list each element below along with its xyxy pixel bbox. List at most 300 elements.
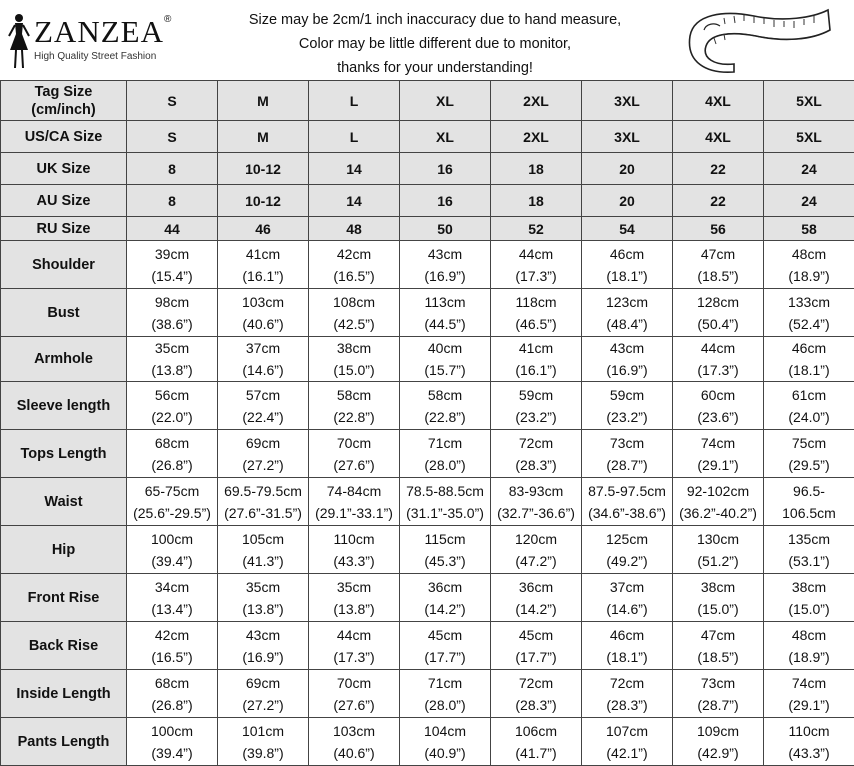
row-label: US/CA Size	[1, 121, 127, 153]
cm-value: 115cm	[400, 528, 490, 550]
size-cell: 20	[582, 185, 673, 217]
inch-value: (14.2”)	[400, 598, 490, 620]
cm-value: 42cm	[309, 243, 399, 265]
size-cell: 18	[491, 153, 582, 185]
measurement-cell	[673, 430, 764, 478]
measurement-cell	[491, 382, 582, 430]
cm-value: 39cm	[127, 243, 217, 265]
measurement-cell	[218, 622, 309, 670]
size-cell: 22	[673, 185, 764, 217]
measurement-cell	[309, 622, 400, 670]
cm-value: 74cm	[764, 672, 854, 694]
measurement-row	[1, 478, 854, 526]
cm-value: 108cm	[309, 291, 399, 313]
inch-value: (15.4”)	[127, 265, 217, 287]
inch-value: (26.8”)	[127, 694, 217, 716]
cm-value: 125cm	[582, 528, 672, 550]
cm-value: 74-84cm	[309, 480, 399, 502]
measurement-cell	[673, 574, 764, 622]
inch-value: (16.5”)	[309, 265, 399, 287]
size-cell: 4XL	[673, 81, 764, 121]
cm-value: 128cm	[673, 291, 763, 313]
measurement-cell	[218, 574, 309, 622]
measurement-cell	[673, 382, 764, 430]
inch-value: (22.4”)	[218, 406, 308, 428]
measurement-cell	[309, 718, 400, 766]
measurement-cell	[673, 337, 764, 382]
size-cell: 14	[309, 153, 400, 185]
inch-value: (13.8”)	[218, 598, 308, 620]
cm-value: 110cm	[764, 720, 854, 742]
measurement-cell	[491, 622, 582, 670]
cm-value: 71cm	[400, 672, 490, 694]
measurement-row	[1, 289, 854, 337]
brand-tagline: High Quality Street Fashion	[34, 51, 156, 62]
inch-value: (42.1”)	[582, 742, 672, 764]
measurement-cell	[491, 241, 582, 289]
size-cell: 24	[764, 185, 854, 217]
inch-value: (34.6”-38.6”)	[582, 502, 672, 524]
cm-value: 69.5-79.5cm	[218, 480, 308, 502]
measurement-cell	[218, 337, 309, 382]
cm-value: 34cm	[127, 576, 217, 598]
inch-value: (36.2”-40.2”)	[673, 502, 763, 524]
measurement-cell	[764, 526, 854, 574]
cm-value: 68cm	[127, 672, 217, 694]
cm-value: 100cm	[127, 720, 217, 742]
measurement-cell	[127, 718, 218, 766]
measurement-cell	[764, 670, 854, 718]
size-cell: XL	[400, 121, 491, 153]
measurement-cell	[309, 430, 400, 478]
inch-value: (29.5”)	[764, 454, 854, 476]
measurement-cell	[764, 718, 854, 766]
measurement-cell	[218, 430, 309, 478]
size-cell: 18	[491, 185, 582, 217]
size-cell: 2XL	[491, 81, 582, 121]
inch-value: (22.0”)	[127, 406, 217, 428]
row-label: Bust	[1, 289, 127, 337]
size-cell: M	[218, 121, 309, 153]
inch-value: (41.7”)	[491, 742, 581, 764]
cm-value: 123cm	[582, 291, 672, 313]
measurement-cell	[491, 526, 582, 574]
cm-value: 38cm	[764, 576, 854, 598]
size-cell: 4XL	[673, 121, 764, 153]
registered-mark: ®	[164, 14, 171, 25]
cm-value: 46cm	[582, 624, 672, 646]
inch-value: (16.1”)	[218, 265, 308, 287]
measurement-cell	[764, 430, 854, 478]
cm-value: 83-93cm	[491, 480, 581, 502]
inch-value: (13.8”)	[127, 359, 217, 381]
cm-value: 47cm	[673, 624, 763, 646]
inch-value: (50.4”)	[673, 313, 763, 335]
cm-value: 113cm	[400, 291, 490, 313]
inch-value: (47.2”)	[491, 550, 581, 572]
size-cell: 16	[400, 185, 491, 217]
measurement-row	[1, 574, 854, 622]
cm-value: 72cm	[582, 672, 672, 694]
inch-value: (13.8”)	[309, 598, 399, 620]
measurement-row	[1, 430, 854, 478]
inch-value: (48.4”)	[582, 313, 672, 335]
row-label: Tag Size (cm/inch)	[1, 81, 127, 121]
cm-value: 43cm	[582, 337, 672, 359]
cm-value: 96.5-	[764, 480, 854, 502]
inch-value: (23.2”)	[582, 406, 672, 428]
measurement-cell	[491, 718, 582, 766]
cm-value: 103cm	[218, 291, 308, 313]
inch-value: (18.1”)	[582, 646, 672, 668]
inch-value: (17.7”)	[400, 646, 490, 668]
size-row	[1, 153, 854, 185]
measurement-cell	[673, 526, 764, 574]
row-label: Hip	[1, 526, 127, 574]
measurement-cell	[400, 289, 491, 337]
measurement-cell	[127, 478, 218, 526]
inch-value: (26.8”)	[127, 454, 217, 476]
measurement-cell	[582, 430, 673, 478]
measurement-cell	[400, 337, 491, 382]
inch-value: (42.5”)	[309, 313, 399, 335]
inch-value: (18.9”)	[764, 265, 854, 287]
inch-value: (46.5”)	[491, 313, 581, 335]
measurement-cell	[400, 382, 491, 430]
cm-value: 42cm	[127, 624, 217, 646]
measurement-cell	[764, 478, 854, 526]
cm-value: 57cm	[218, 384, 308, 406]
measurement-cell	[582, 289, 673, 337]
cm-value: 35cm	[127, 337, 217, 359]
row-label: Tops Length	[1, 430, 127, 478]
inch-value: (28.0”)	[400, 694, 490, 716]
notice-line: thanks for your understanding!	[200, 56, 670, 80]
measurement-cell	[673, 718, 764, 766]
inch-value: (41.3”)	[218, 550, 308, 572]
measurement-cell	[491, 574, 582, 622]
measurement-cell	[218, 289, 309, 337]
size-cell: 10-12	[218, 185, 309, 217]
measurement-cell	[218, 670, 309, 718]
measurement-notice	[200, 8, 670, 80]
inch-value: (16.1”)	[491, 359, 581, 381]
inch-value: (45.3”)	[400, 550, 490, 572]
size-cell: S	[127, 81, 218, 121]
size-cell: XL	[400, 81, 491, 121]
size-cell: 46	[218, 217, 309, 241]
size-cell: 24	[764, 153, 854, 185]
row-label: UK Size	[1, 153, 127, 185]
inch-value: (49.2”)	[582, 550, 672, 572]
measurement-cell	[764, 382, 854, 430]
measurement-cell	[582, 670, 673, 718]
cm-value: 110cm	[309, 528, 399, 550]
measurement-cell	[491, 478, 582, 526]
measurement-cell	[582, 337, 673, 382]
inch-value: (32.7”-36.6”)	[491, 502, 581, 524]
inch-value: (28.3”)	[491, 694, 581, 716]
measurement-row	[1, 337, 854, 382]
measurement-row	[1, 526, 854, 574]
row-label: Shoulder	[1, 241, 127, 289]
inch-value: (18.9”)	[764, 646, 854, 668]
measurement-cell	[309, 337, 400, 382]
row-label: Sleeve length	[1, 382, 127, 430]
size-cell: 48	[309, 217, 400, 241]
measurement-cell	[218, 526, 309, 574]
cm-value: 48cm	[764, 243, 854, 265]
notice-line: Size may be 2cm/1 inch inaccuracy due to hand measure,	[200, 8, 670, 32]
size-cell: 52	[491, 217, 582, 241]
measurement-cell	[673, 670, 764, 718]
cm-value: 69cm	[218, 432, 308, 454]
measurement-cell	[127, 289, 218, 337]
cm-value: 43cm	[218, 624, 308, 646]
inch-value: (42.9”)	[673, 742, 763, 764]
measurement-cell	[400, 670, 491, 718]
cm-value: 35cm	[218, 576, 308, 598]
cm-value: 104cm	[400, 720, 490, 742]
cm-value: 118cm	[491, 291, 581, 313]
measurement-cell	[673, 289, 764, 337]
notice-line: Color may be little different due to monitor,	[200, 32, 670, 56]
cm-value: 60cm	[673, 384, 763, 406]
inch-value: (17.3”)	[309, 646, 399, 668]
cm-value: 103cm	[309, 720, 399, 742]
cm-value: 36cm	[400, 576, 490, 598]
cm-value: 92-102cm	[673, 480, 763, 502]
size-cell: 22	[673, 153, 764, 185]
measurement-cell	[218, 382, 309, 430]
inch-value: (23.2”)	[491, 406, 581, 428]
inch-value: (27.2”)	[218, 454, 308, 476]
inch-value: (44.5”)	[400, 313, 490, 335]
inch-value: (40.9”)	[400, 742, 490, 764]
inch-value: (14.2”)	[491, 598, 581, 620]
cm-value: 107cm	[582, 720, 672, 742]
row-label: Front Rise	[1, 574, 127, 622]
measurement-cell	[218, 241, 309, 289]
cm-value: 45cm	[400, 624, 490, 646]
size-cell: 8	[127, 153, 218, 185]
size-cell: 5XL	[764, 121, 854, 153]
size-chart-table	[0, 80, 854, 766]
inch-value: (23.6”)	[673, 406, 763, 428]
measurement-cell	[309, 241, 400, 289]
measurement-cell	[127, 430, 218, 478]
inch-value: (16.9”)	[582, 359, 672, 381]
cm-value: 58cm	[309, 384, 399, 406]
size-cell: 16	[400, 153, 491, 185]
cm-value: 87.5-97.5cm	[582, 480, 672, 502]
measurement-row	[1, 670, 854, 718]
cm-value: 43cm	[400, 243, 490, 265]
row-label: Armhole	[1, 337, 127, 382]
inch-value: (39.4”)	[127, 742, 217, 764]
inch-value: (29.1”-33.1”)	[309, 502, 399, 524]
cm-value: 69cm	[218, 672, 308, 694]
inch-value: (25.6”-29.5”)	[127, 502, 217, 524]
cm-value: 120cm	[491, 528, 581, 550]
inch-value: (16.9”)	[400, 265, 490, 287]
inch-value: (40.6”)	[309, 742, 399, 764]
inch-value: (40.6”)	[218, 313, 308, 335]
measurement-row	[1, 241, 854, 289]
cm-value: 36cm	[491, 576, 581, 598]
measurement-cell	[400, 718, 491, 766]
measurement-cell	[673, 478, 764, 526]
inch-value: (39.8”)	[218, 742, 308, 764]
inch-value: (27.6”)	[309, 454, 399, 476]
model-silhouette-icon	[6, 12, 32, 70]
inch-value: (15.7”)	[400, 359, 490, 381]
size-cell: M	[218, 81, 309, 121]
inch-value: (38.6”)	[127, 313, 217, 335]
inch-value: (22.8”)	[400, 406, 490, 428]
measurement-cell	[582, 526, 673, 574]
row-label: RU Size	[1, 217, 127, 241]
measurement-cell	[491, 289, 582, 337]
measurement-cell	[218, 718, 309, 766]
inch-value: (17.3”)	[673, 359, 763, 381]
cm-value: 48cm	[764, 624, 854, 646]
cm-value: 58cm	[400, 384, 490, 406]
cm-value: 68cm	[127, 432, 217, 454]
measurement-cell	[309, 478, 400, 526]
cm-value: 75cm	[764, 432, 854, 454]
inch-value: (15.0”)	[309, 359, 399, 381]
cm-value: 41cm	[218, 243, 308, 265]
measurement-row	[1, 622, 854, 670]
size-row	[1, 81, 854, 121]
inch-value: (53.1”)	[764, 550, 854, 572]
measurement-cell	[309, 574, 400, 622]
cm-value: 106cm	[491, 720, 581, 742]
inch-value: (18.1”)	[764, 359, 854, 381]
header	[0, 0, 854, 80]
inch-value: (17.3”)	[491, 265, 581, 287]
size-cell: 14	[309, 185, 400, 217]
inch-value: (14.6”)	[218, 359, 308, 381]
measurement-cell	[400, 526, 491, 574]
cm-value: 73cm	[673, 672, 763, 694]
measurement-cell	[127, 526, 218, 574]
cm-value: 38cm	[673, 576, 763, 598]
cm-value: 98cm	[127, 291, 217, 313]
row-label: Back Rise	[1, 622, 127, 670]
measurement-cell	[764, 337, 854, 382]
measurement-cell	[309, 670, 400, 718]
brand-name: ZANZEA	[34, 14, 164, 50]
cm-value: 72cm	[491, 432, 581, 454]
inch-value: (15.0”)	[673, 598, 763, 620]
measurement-cell	[764, 622, 854, 670]
inch-value: (13.4”)	[127, 598, 217, 620]
row-label: AU Size	[1, 185, 127, 217]
cm-value: 41cm	[491, 337, 581, 359]
cm-value: 109cm	[673, 720, 763, 742]
measuring-tape-icon	[684, 6, 834, 74]
measurement-cell	[400, 430, 491, 478]
measurement-cell	[764, 289, 854, 337]
inch-value: (18.1”)	[582, 265, 672, 287]
size-cell: 56	[673, 217, 764, 241]
cm-value: 44cm	[673, 337, 763, 359]
cm-value: 44cm	[491, 243, 581, 265]
measurement-cell	[309, 526, 400, 574]
cm-value: 100cm	[127, 528, 217, 550]
inch-value: (17.7”)	[491, 646, 581, 668]
measurement-cell	[218, 478, 309, 526]
inch-value: (28.7”)	[582, 454, 672, 476]
measurement-cell	[673, 241, 764, 289]
measurement-cell	[582, 622, 673, 670]
inch-value: (28.3”)	[491, 454, 581, 476]
size-cell: 58	[764, 217, 854, 241]
measurement-cell	[491, 670, 582, 718]
cm-value: 56cm	[127, 384, 217, 406]
size-row	[1, 185, 854, 217]
cm-value: 65-75cm	[127, 480, 217, 502]
measurement-cell	[309, 289, 400, 337]
brand-logo	[4, 6, 174, 66]
cm-value: 40cm	[400, 337, 490, 359]
size-cell: 44	[127, 217, 218, 241]
cm-value: 74cm	[673, 432, 763, 454]
cm-value: 72cm	[491, 672, 581, 694]
measurement-cell	[400, 622, 491, 670]
inch-value: (22.8”)	[309, 406, 399, 428]
cm-value: 70cm	[309, 672, 399, 694]
measurement-cell	[400, 574, 491, 622]
inch-value: (27.2”)	[218, 694, 308, 716]
size-cell: 8	[127, 185, 218, 217]
size-cell: L	[309, 121, 400, 153]
cm-value: 46cm	[764, 337, 854, 359]
cm-value: 71cm	[400, 432, 490, 454]
measurement-cell	[127, 574, 218, 622]
inch-value: (52.4”)	[764, 313, 854, 335]
cm-value: 73cm	[582, 432, 672, 454]
measurement-cell	[491, 337, 582, 382]
size-cell: 54	[582, 217, 673, 241]
cm-value: 59cm	[582, 384, 672, 406]
cm-value: 35cm	[309, 576, 399, 598]
size-cell: 3XL	[582, 81, 673, 121]
row-label: Waist	[1, 478, 127, 526]
cm-value: 44cm	[309, 624, 399, 646]
inch-value: (24.0”)	[764, 406, 854, 428]
inch-value: 106.5cm	[764, 502, 854, 524]
size-cell: 3XL	[582, 121, 673, 153]
cm-value: 38cm	[309, 337, 399, 359]
inch-value: (15.0”)	[764, 598, 854, 620]
inch-value: (14.6”)	[582, 598, 672, 620]
measurement-row	[1, 382, 854, 430]
measurement-cell	[127, 241, 218, 289]
cm-value: 78.5-88.5cm	[400, 480, 490, 502]
measurement-cell	[400, 478, 491, 526]
cm-value: 130cm	[673, 528, 763, 550]
cm-value: 61cm	[764, 384, 854, 406]
measurement-row	[1, 718, 854, 766]
inch-value: (28.3”)	[582, 694, 672, 716]
inch-value: (16.9”)	[218, 646, 308, 668]
inch-value: (51.2”)	[673, 550, 763, 572]
inch-value: (43.3”)	[764, 742, 854, 764]
cm-value: 37cm	[218, 337, 308, 359]
